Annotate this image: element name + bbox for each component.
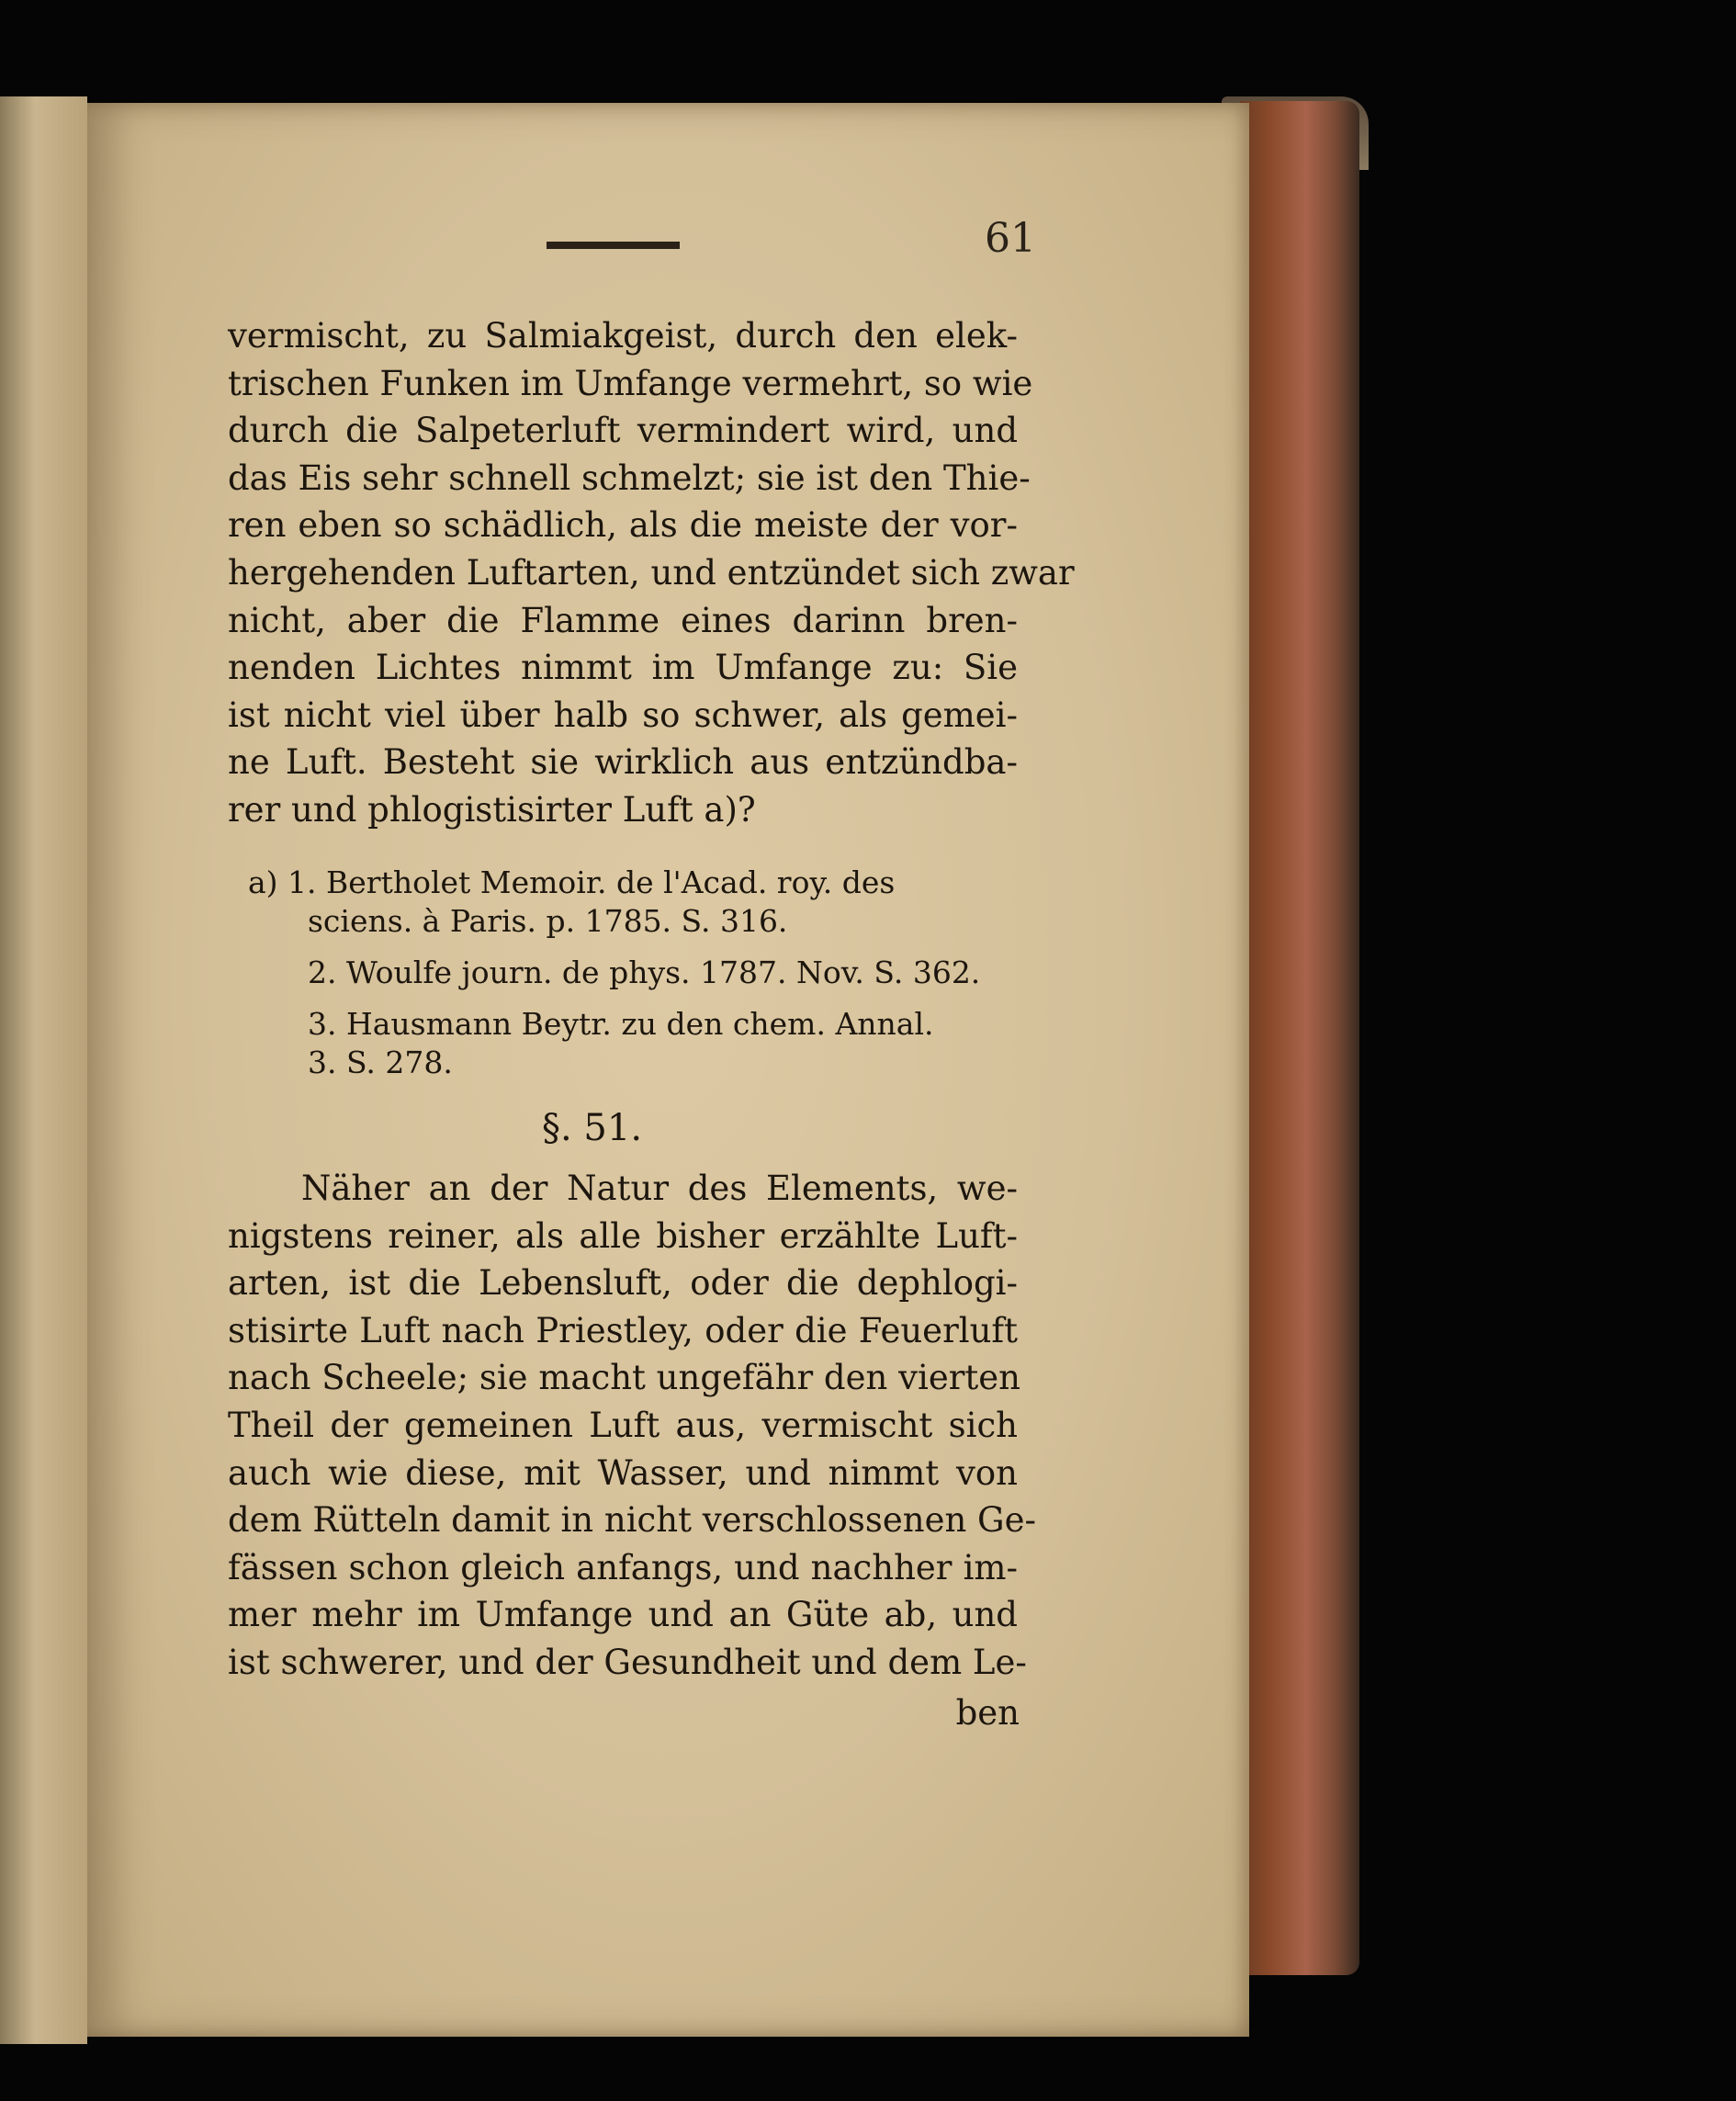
footnotes (248, 864, 1020, 1082)
text-line: rer und phlogistisirter Luft a)? (228, 789, 756, 830)
footnote-line: 3. Hausmann Beytr. zu den chem. Annal. (308, 1006, 934, 1042)
footnote-line: 3. S. 278. (308, 1045, 453, 1080)
text-line: ren eben so schädlich, als die meiste der vor- (228, 505, 1018, 546)
text-line: mer mehr im Umfange und an Güte ab, und (228, 1595, 1018, 1635)
text-line: Theil der gemeinen Luft aus, vermischt sich (228, 1405, 1018, 1445)
text-line: nach Scheele; sie macht ungefähr den vierten (228, 1358, 1021, 1398)
text-line: stisirte Luft nach Priestley, oder die Feuerluft (228, 1310, 1018, 1350)
text-line: arten, ist die Lebensluft, oder die dephlogi- (228, 1263, 1018, 1304)
text-line: hergehenden Luftarten, und entzündet sich zwar (228, 552, 1075, 593)
footnote-line: sciens. à Paris. p. 1785. S. 316. (308, 903, 788, 939)
text-line: ne Luft. Besteht sie wirklich aus entzündba- (228, 742, 1018, 783)
section-heading: §. 51. (542, 1107, 643, 1149)
text-line: Näher an der Natur des Elements, we- (301, 1169, 1018, 1208)
book-page-edges (1240, 101, 1359, 1975)
text-line: ist nicht viel über halb so schwer, als gemei- (228, 695, 1018, 735)
text-line: das Eis sehr schnell schmelzt; sie ist den Thie- (228, 457, 1031, 498)
footnote-line: a) 1. Bertholet Memoir. de l'Acad. roy. des (248, 864, 896, 900)
paragraph-1 (228, 312, 1075, 834)
text-line: nigstens reiner, als alle bisher erzählte Luft- (228, 1215, 1018, 1256)
text-line: nicht, aber die Flamme eines darinn bren- (228, 600, 1018, 640)
footnote-line: 2. Woulfe journ. de phys. 1787. Nov. S. 362. (308, 954, 981, 990)
text-line: dem Rütteln damit in nicht verschlossenen Ge- (228, 1500, 1037, 1541)
previous-page-edge (0, 96, 87, 2044)
paragraph-2 (228, 1165, 1037, 1687)
text-line: fässen schon gleich anfangs, und nachher im- (228, 1547, 1018, 1587)
text-line: trischen Funken im Umfange vermehrt, so wie (228, 363, 1033, 403)
text-line: ist schwerer, und der Gesundheit und dem Le- (228, 1642, 1027, 1682)
text-line: durch die Salpeterluft vermindert wird, und (228, 411, 1018, 451)
text-line: nenden Lichtes nimmt im Umfange zu: Sie (228, 648, 1018, 688)
header-ornament-rule (547, 242, 680, 249)
text-line: vermischt, zu Salmiakgeist, durch den elek- (228, 316, 1018, 356)
page-number: 61 (985, 215, 1036, 262)
text-line: auch wie diese, mit Wasser, und nimmt von (228, 1452, 1018, 1493)
catchword: ben (955, 1693, 1020, 1733)
